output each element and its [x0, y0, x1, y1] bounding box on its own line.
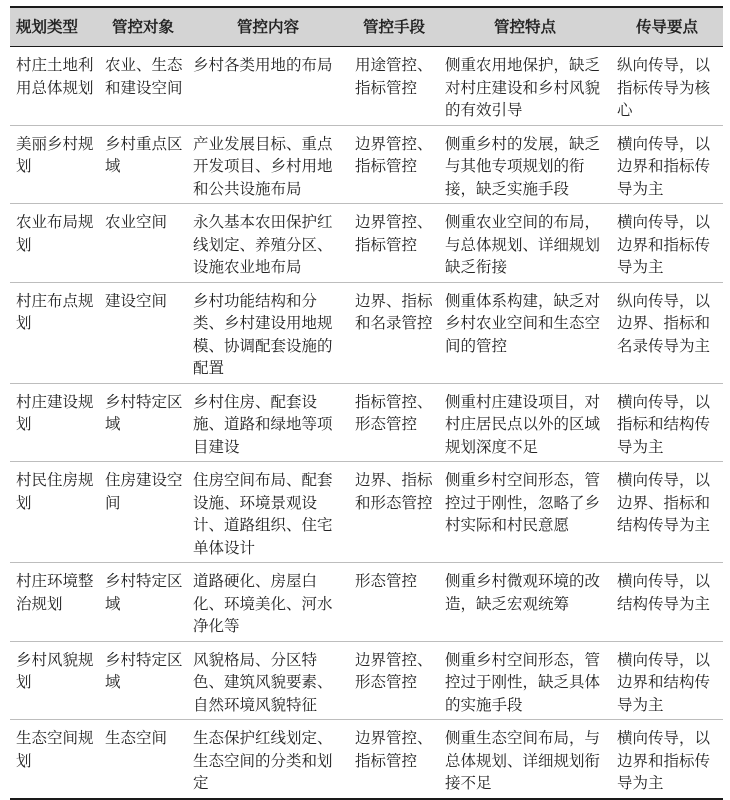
cell-control-object: 乡村特定区域: [99, 383, 187, 462]
cell-control-features: 侧重乡村空间形态，管控过于刚性，缺乏具体的实施手段: [439, 641, 611, 720]
cell-plan-type: 村民住房规划: [10, 462, 99, 563]
cell-control-features: 侧重村庄建设项目，对村庄居民点以外的区域规划深度不足: [439, 383, 611, 462]
cell-control-object: 农业空间: [99, 204, 187, 283]
cell-control-features: 侧重乡村微观环境的改造，缺乏宏观统筹: [439, 563, 611, 642]
cell-control-content: 产业发展目标、重点开发项目、乡村用地和公共设施布局: [187, 125, 349, 204]
cell-control-object: 住房建设空间: [99, 462, 187, 563]
cell-control-means: 边界管控、指标管控: [349, 204, 439, 283]
cell-transmission-points: 纵向传导，以边界、指标和名录传导为主: [611, 282, 723, 383]
cell-control-means: 边界管控、形态管控: [349, 641, 439, 720]
cell-control-means: 形态管控: [349, 563, 439, 642]
cell-plan-type: 农业布局规划: [10, 204, 99, 283]
cell-control-means: 边界管控、指标管控: [349, 125, 439, 204]
cell-control-means: 边界管控、指标管控: [349, 720, 439, 799]
cell-control-means: 用途管控、指标管控: [349, 47, 439, 126]
cell-control-object: 乡村特定区域: [99, 641, 187, 720]
cell-control-object: 建设空间: [99, 282, 187, 383]
cell-transmission-points: 横向传导，以边界、指标和结构传导为主: [611, 462, 723, 563]
cell-transmission-points: 横向传导，以指标和结构传导为主: [611, 383, 723, 462]
cell-control-content: 风貌格局、分区特色、建筑风貌要素、自然环境风貌特征: [187, 641, 349, 720]
table-row: [10, 641, 723, 720]
cell-transmission-points: 横向传导，以边界和指标传导为主: [611, 125, 723, 204]
cell-transmission-points: 横向传导，以边界和指标传导为主: [611, 204, 723, 283]
cell-plan-type: 生态空间规划: [10, 720, 99, 799]
cell-control-features: 侧重农用地保护，缺乏对村庄建设和乡村风貌的有效引导: [439, 47, 611, 126]
cell-plan-type: 村庄环境整治规划: [10, 563, 99, 642]
cell-control-means: 边界、指标和形态管控: [349, 462, 439, 563]
cell-control-content: 乡村住房、配套设施、道路和绿地等项目建设: [187, 383, 349, 462]
planning-comparison-table: [10, 6, 723, 800]
cell-control-features: 侧重体系构建，缺乏对乡村农业空间和生态空间的管控: [439, 282, 611, 383]
cell-control-object: 农业、生态和建设空间: [99, 47, 187, 126]
cell-transmission-points: 纵向传导，以指标传导为核心: [611, 47, 723, 126]
cell-transmission-points: 横向传导，以边界和指标传导为主: [611, 720, 723, 799]
header-transmission-points: 传导要点: [611, 7, 723, 47]
cell-control-object: 乡村重点区域: [99, 125, 187, 204]
table-row: [10, 720, 723, 799]
header-plan-type: 规划类型: [10, 7, 99, 47]
cell-transmission-points: 横向传导，以边界和结构传导为主: [611, 641, 723, 720]
cell-control-means: 边界、指标和名录管控: [349, 282, 439, 383]
cell-control-content: 生态保护红线划定、生态空间的分类和划定: [187, 720, 349, 799]
cell-plan-type: 美丽乡村规划: [10, 125, 99, 204]
table-row: [10, 125, 723, 204]
planning-comparison-table-wrapper: [10, 6, 723, 800]
cell-control-features: 侧重生态空间布局，与总体规划、详细规划衔接不足: [439, 720, 611, 799]
cell-plan-type: 乡村风貌规划: [10, 641, 99, 720]
cell-control-content: 道路硬化、房屋白化、环境美化、河水净化等: [187, 563, 349, 642]
header-control-features: 管控特点: [439, 7, 611, 47]
cell-control-features: 侧重乡村空间形态，管控过于刚性，忽略了乡村实际和村民意愿: [439, 462, 611, 563]
table-row: [10, 462, 723, 563]
cell-control-content: 住房空间布局、配套设施、环境景观设计、道路组织、住宅单体设计: [187, 462, 349, 563]
header-control-content: 管控内容: [187, 7, 349, 47]
cell-control-object: 生态空间: [99, 720, 187, 799]
cell-control-object: 乡村特定区域: [99, 563, 187, 642]
cell-control-content: 乡村功能结构和分类、乡村建设用地规模、协调配套设施的配置: [187, 282, 349, 383]
cell-control-features: 侧重乡村的发展，缺乏与其他专项规划的衔接，缺乏实施手段: [439, 125, 611, 204]
table-row: [10, 282, 723, 383]
cell-control-content: 乡村各类用地的布局: [187, 47, 349, 126]
cell-control-content: 永久基本农田保护红线划定、养殖分区、设施农业地布局: [187, 204, 349, 283]
table-row: [10, 383, 723, 462]
table-header-row: [10, 7, 723, 47]
cell-plan-type: 村庄土地利用总体规划: [10, 47, 99, 126]
table-row: [10, 47, 723, 126]
cell-plan-type: 村庄布点规划: [10, 282, 99, 383]
table-row: [10, 563, 723, 642]
cell-control-means: 指标管控、形态管控: [349, 383, 439, 462]
cell-plan-type: 村庄建设规划: [10, 383, 99, 462]
table-row: [10, 204, 723, 283]
cell-control-features: 侧重农业空间的布局，与总体规划、详细规划缺乏衔接: [439, 204, 611, 283]
header-control-means: 管控手段: [349, 7, 439, 47]
cell-transmission-points: 横向传导，以结构传导为主: [611, 563, 723, 642]
header-control-object: 管控对象: [99, 7, 187, 47]
